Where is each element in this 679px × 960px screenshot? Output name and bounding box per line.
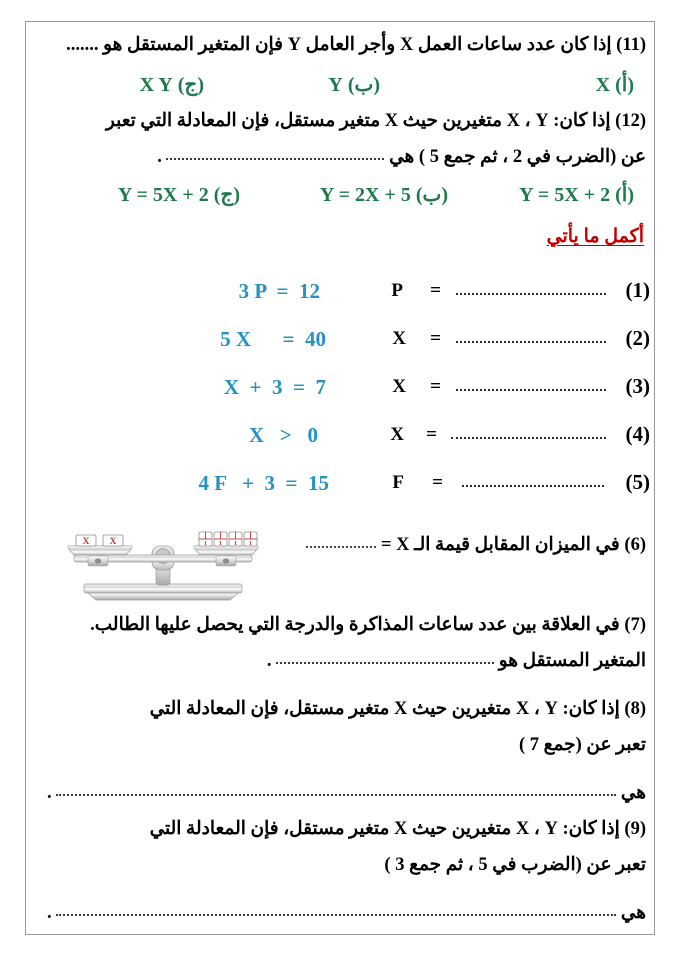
answer-dots-q9[interactable] [56, 905, 616, 916]
option-12-a-tag: (أ) [615, 184, 634, 206]
question-12-body-line2: عن (الضرب في 2 ، ثم جمع 5 ) هي [389, 147, 646, 167]
equation-1-answer-dots[interactable] [456, 291, 606, 295]
right-pan-block-2 [214, 532, 227, 547]
option-11-c-tag: (ج) [177, 74, 204, 96]
svg-text:1: 1 [248, 540, 253, 548]
option-11-c-value: X Y [139, 74, 173, 96]
left-pan-block-2 [103, 535, 123, 547]
equation-3-expression: X + 3 = 7 [223, 375, 326, 399]
question-9-line-1 [150, 818, 646, 841]
question-12-body-line1: إذا كان: X ، Y متغيرين حيث X متغير مستقل، فإن المعادلة التي تعبر [105, 111, 611, 131]
equation-row-5 [26, 470, 656, 500]
question-8-line-1 [150, 698, 646, 721]
option-12-c-tag: (ج) [213, 184, 240, 206]
question-9-period: . [46, 903, 52, 923]
question-8-body-line2: تعبر عن (جمع 7 ) [518, 735, 646, 755]
option-11-b-value: Y [328, 74, 343, 96]
equation-1-equals: = [430, 280, 441, 301]
question-8-line-3 [47, 782, 646, 805]
option-12-c-value: Y = 5X + 2 [117, 184, 209, 206]
question-9-number: (9) [624, 819, 646, 839]
question-9-line-3 [47, 902, 646, 925]
equation-3-equals: = [430, 376, 441, 397]
question-9-line-2 [384, 854, 646, 877]
equation-2-expression: 5 X = 40 [220, 327, 326, 351]
svg-text:X: X [82, 537, 90, 547]
equation-3-variable: X [392, 376, 406, 397]
question-12-period: . [157, 147, 162, 167]
equation-row-2 [26, 326, 656, 356]
equation-5-equals: = [432, 472, 443, 493]
question-8-body-line3: هي [620, 783, 646, 803]
equation-3-number: (3) [625, 374, 650, 398]
equation-4-number: (4) [625, 422, 650, 446]
option-11-a-value: X [595, 74, 611, 96]
equation-4-answer-dots[interactable] [451, 435, 606, 439]
question-6-number: (6) [624, 535, 646, 555]
equation-1-variable: P [391, 280, 403, 301]
equation-4-expression: X > 0 [248, 423, 318, 447]
question-11-body: إذا كان عدد ساعات العمل X وأجر العامل Y فإن المتغير المستقل هو ....... [66, 35, 612, 55]
option-11-a[interactable] [596, 72, 640, 97]
left-pan-block-1 [76, 535, 96, 547]
equation-3-answer-dots[interactable] [456, 387, 606, 391]
question-12-line-2 [34, 146, 646, 169]
question-8-period: . [46, 783, 52, 803]
question-7-period: . [266, 651, 272, 671]
question-8-body-line1: إذا كان: X ، Y متغيرين حيث X متغير مستقل، فإن المعادلة التي [149, 699, 620, 719]
equation-1-number: (1) [625, 278, 650, 302]
equation-5-variable: F [392, 472, 404, 493]
svg-text:X: X [109, 537, 117, 547]
equation-row-1 [26, 278, 656, 308]
question-6-text [306, 534, 646, 557]
section-header-complete-the-following: أكمل ما يأتي [546, 226, 644, 247]
question-6-body: في الميزان المقابل قيمة الـ X = [380, 535, 620, 555]
option-12-b[interactable] [320, 182, 454, 207]
option-11-c[interactable] [140, 72, 210, 97]
answer-dots-q7[interactable] [276, 653, 494, 664]
option-11-b[interactable] [328, 72, 386, 97]
question-11-number: (11) [616, 35, 646, 55]
option-12-b-tag: (ب) [415, 184, 448, 206]
question-12-number: (12) [615, 111, 646, 131]
option-12-b-value: Y = 2X + 5 [319, 184, 411, 206]
equation-2-variable: X [392, 328, 406, 349]
question-9-body-line2: تعبر عن (الضرب في 5 ، ثم جمع 3 ) [384, 855, 646, 875]
balance-scale-icon [58, 526, 268, 604]
equation-2-number: (2) [625, 326, 650, 350]
equation-2-equals: = [430, 328, 441, 349]
equation-4-variable: X [390, 424, 404, 445]
equation-5-answer-dots[interactable] [462, 483, 604, 487]
option-11-a-tag: (أ) [615, 74, 634, 96]
answer-dots-q12[interactable] [166, 149, 384, 160]
equation-row-3 [26, 374, 656, 404]
sheet-frame [25, 21, 655, 935]
option-12-a-value: Y = 5X + 2 [519, 184, 611, 206]
equation-1-expression: 3 P = 12 [238, 279, 320, 303]
question-9-body-line1: إذا كان: X ، Y متغيرين حيث X متغير مستقل، فإن المعادلة التي [149, 819, 620, 839]
balance-scale-illustration [58, 526, 268, 604]
answer-dots-q8[interactable] [56, 785, 616, 796]
option-11-b-tag: (ب) [347, 74, 380, 96]
question-8-number: (8) [624, 699, 646, 719]
equation-4-equals: = [426, 424, 437, 445]
option-12-c[interactable] [118, 182, 246, 207]
equation-5-number: (5) [625, 470, 650, 494]
equation-5-expression: 4 F + 3 = 15 [198, 471, 329, 495]
question-7-number: (7) [624, 615, 646, 635]
svg-text:1: 1 [203, 540, 208, 548]
right-pan-block-4 [244, 532, 257, 547]
equation-2-answer-dots[interactable] [456, 339, 606, 343]
question-8-line-2 [519, 734, 646, 757]
svg-text:1: 1 [233, 540, 238, 548]
right-pan-block-3 [229, 532, 242, 547]
question-9-body-line3: هي [620, 903, 646, 923]
question-7-line-1 [90, 614, 646, 637]
question-12-line-1 [34, 110, 646, 133]
answer-dots-q6[interactable] [306, 538, 376, 548]
svg-text:1: 1 [218, 540, 223, 548]
option-12-a[interactable] [519, 182, 640, 207]
question-7-body-line1: في العلاقة بين عدد ساعات المذاكرة والدرجة التي يحصل عليها الطالب. [90, 615, 620, 635]
equation-row-4 [26, 422, 656, 452]
question-7-line-2 [267, 650, 646, 673]
question-11-text [34, 34, 646, 57]
question-7-body-line2: المتغير المستقل هو [498, 651, 646, 671]
right-pan-block-1 [199, 532, 212, 547]
